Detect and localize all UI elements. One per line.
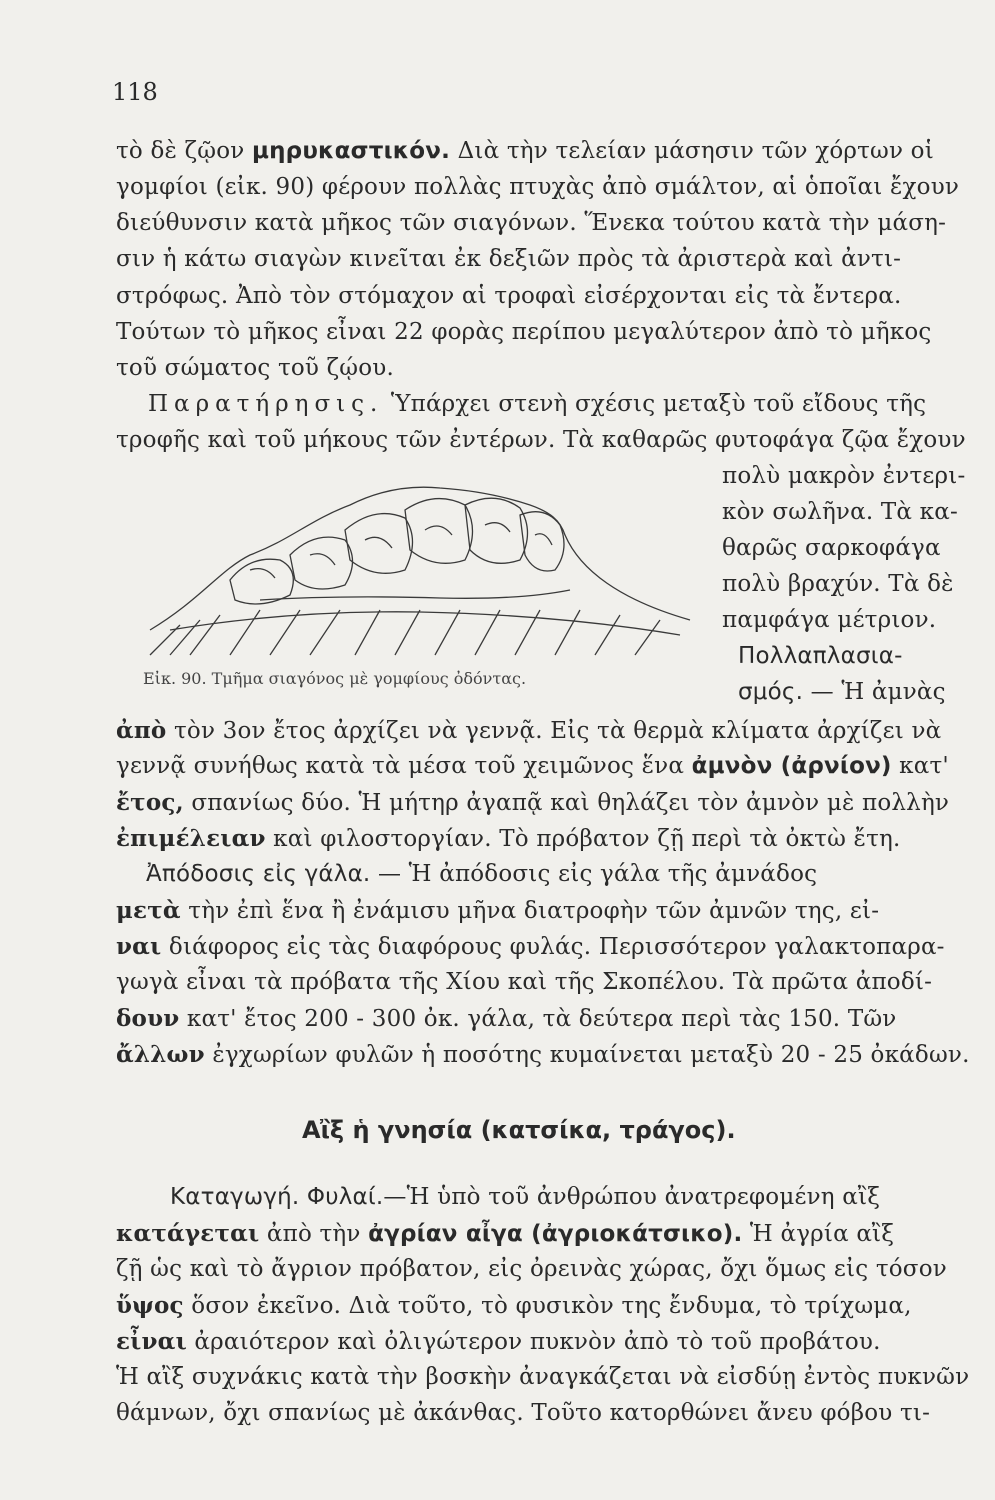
text-line: παμφάγα μέτριον. <box>722 607 937 633</box>
figure-caption: Εἰκ. 90. Τμῆμα σιαγόνος μὲ γομφίους ὀδόντας. <box>143 669 527 688</box>
text-line: Τούτων τὸ μῆκος εἶναι 22 φορὰς περίπου μεγαλύτερον ἀπὸ τὸ μῆκος <box>116 319 932 345</box>
text-line: ζῇ ὡς καὶ τὸ ἄγριον πρόβατον, εἰς ὀρεινὰς χώρας, ὄχι ὅμως εἰς τόσον <box>116 1256 947 1282</box>
text-line: τὸ δὲ ζῷον μηρυκαστικόν. Διὰ τὴν τελείαν μάσησιν τῶν χόρτων οἱ <box>116 138 934 164</box>
text-line: Καταγωγή. Φυλαί.—Ἡ ὑπὸ τοῦ ἀνθρώπου ἀνατρεφομένη αἲξ <box>170 1184 881 1210</box>
text-line: ὕψος ὅσον ἐκεῖνο. Διὰ τοῦτο, τὸ φυσικὸν της ἔνδυμα, τὸ τρίχωμα, <box>116 1292 912 1319</box>
text-line: θάμνων, ὄχι σπανίως μὲ ἀκάνθας. Τοῦτο κατορθώνει ἄνευ φόβου τι- <box>116 1400 931 1426</box>
text-line: σιν ἡ κάτω σιαγὼν κινεῖται ἐκ δεξιῶν πρὸς τὰ ἀριστερὰ καὶ ἀντι- <box>116 246 902 272</box>
text-line: στρόφως. Ἀπὸ τὸν στόμαχον αἱ τροφαὶ εἰσέρχονται εἰς τὰ ἔντερα. <box>116 283 902 309</box>
text-line: πολὺ μακρὸν ἐντερι- <box>722 463 966 489</box>
text-line: ἔτος, σπανίως δύο. Ἡ μήτηρ ἀγαπᾷ καὶ θηλάζει τὸν ἀμνὸν μὲ πολλὴν <box>116 789 950 816</box>
text-line: ἀπὸ τὸν 3ον ἔτος ἀρχίζει νὰ γεννᾷ. Εἰς τὰ θερμὰ κλίματα ἀρχίζει νὰ <box>116 717 942 744</box>
text-line: πολὺ βραχύν. Τὰ δὲ <box>722 571 954 597</box>
text-line: Ἀπόδοσις εἰς γάλα. — Ἡ ἀπόδοσις εἰς γάλα τῆς ἀμνάδος <box>146 861 818 887</box>
text-line: ἐπιμέλειαν καὶ φιλοστοργίαν. Τὸ πρόβατον ζῇ περὶ τὰ ὀκτὼ ἔτη. <box>116 825 901 852</box>
text-line: θαρῶς σαρκοφάγα <box>722 535 941 561</box>
text-line: ναι διάφορος εἰς τὰς διαφόρους φυλάς. Περισσότερον γαλακτοπαρα- <box>116 933 945 960</box>
page-number: 118 <box>112 78 158 106</box>
text-line: γωγὰ εἶναι τὰ πρόβατα τῆς Χίου καὶ τῆς Σκοπέλου. Τὰ πρῶτα ἀποδί- <box>116 969 933 995</box>
section-heading: Αἲξ ἡ γνησία (κατσίκα, τράγος). <box>302 1116 736 1144</box>
text-line: Ἡ αἲξ συχνάκις κατὰ τὴν βοσκὴν ἀναγκάζεται νὰ εἰσδύῃ ἐντὸς πυκνῶν <box>116 1364 970 1390</box>
text-line: ἄλλων ἐγχωρίων φυλῶν ἡ ποσότης κυμαίνεται μεταξὺ 20 - 25 ὀκάδων. <box>116 1041 970 1068</box>
text-line: εἶναι ἀραιότερον καὶ ὀλιγώτερον πυκνὸν ἀπὸ τὸ τοῦ προβάτου. <box>116 1328 881 1355</box>
text-line: δουν κατ' ἔτος 200 - 300 ὀκ. γάλα, τὰ δεύτερα περὶ τὰς 150. Τῶν <box>116 1005 897 1032</box>
text-line: Παρατήρησις. Ὑπάρχει στενὴ σχέσις μεταξὺ τοῦ εἴδους τῆς <box>148 391 927 417</box>
text-line: σμός. — Ἡ ἀμνὰς <box>738 679 946 705</box>
text-line: τροφῆς καὶ τοῦ μήκους τῶν ἐντέρων. Τὰ καθαρῶς φυτοφάγα ζῷα ἔχουν <box>116 427 966 453</box>
text-line: τοῦ σώματος τοῦ ζῴου. <box>116 355 394 381</box>
section-subheading: Πολλαπλασια- <box>738 643 903 669</box>
text-line: γομφίοι (εἰκ. 90) φέρουν πολλὰς πτυχὰς ἀπὸ σμάλτον, αἱ ὁποῖαι ἔχουν <box>116 174 960 200</box>
text-line: μετὰ τὴν ἐπὶ ἕνα ἢ ἐνάμισυ μῆνα διατροφὴν τῶν ἀμνῶν της, εἰ- <box>116 897 880 924</box>
text-line: γεννᾷ συνήθως κατὰ τὰ μέσα τοῦ χειμῶνος ἕνα ἀμνὸν (ἀρνίον) κατ' <box>116 753 949 779</box>
jaw-teeth-illustration <box>140 460 700 660</box>
text-line: κὸν σωλῆνα. Τὰ κα- <box>722 499 958 525</box>
text-line: κατάγεται ἀπὸ τὴν ἀγρίαν αἶγα (ἀγριοκάτσικο). Ἡ ἀγρία αἲξ <box>116 1220 895 1247</box>
text-line: διεύθυνσιν κατὰ μῆκος τῶν σιαγόνων. Ἕνεκα τούτου κατὰ τὴν μάση- <box>116 210 947 236</box>
